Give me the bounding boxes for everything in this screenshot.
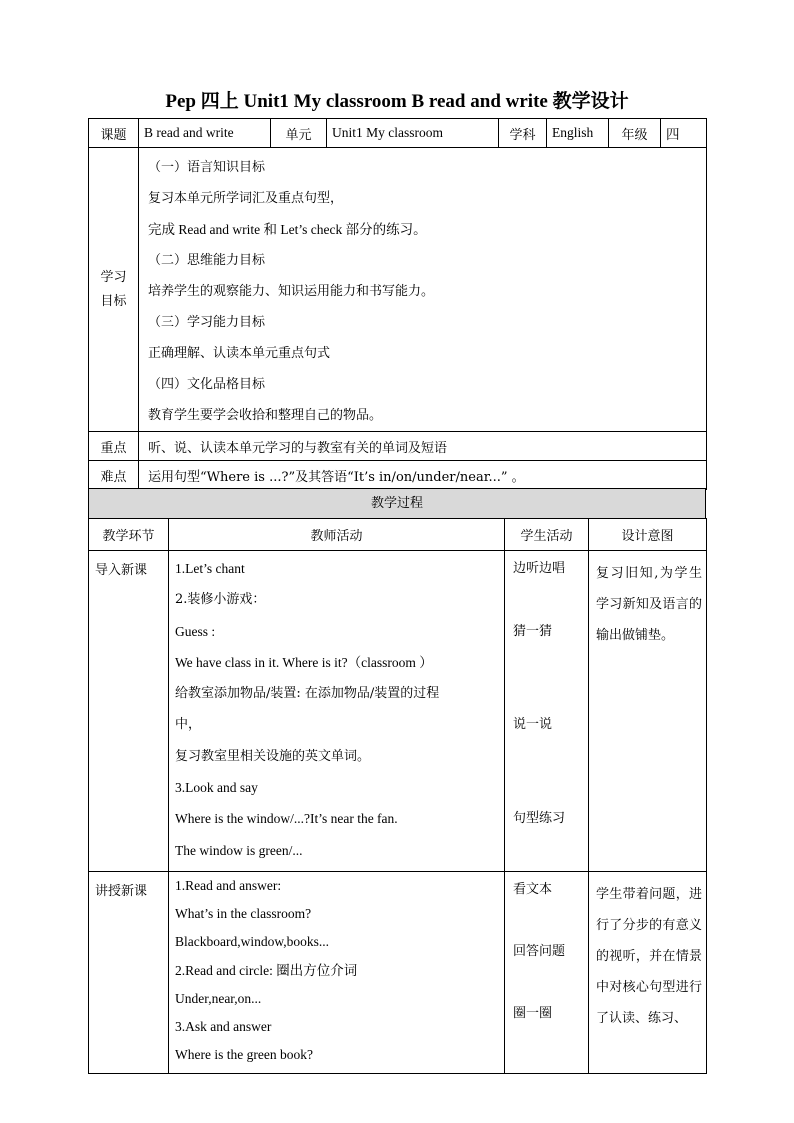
stage-cell: 讲授新课 bbox=[89, 872, 169, 1074]
student-line: 看文本 bbox=[513, 882, 553, 897]
teacher-line: 2.Read and circle: 圈出方位介词 bbox=[175, 962, 358, 978]
student-activity-cell bbox=[505, 551, 589, 872]
student-line bbox=[505, 967, 588, 998]
teacher-line: What’s in the classroom? bbox=[175, 906, 312, 922]
page-title: Pep 四上 Unit1 My classroom B read and write 教学设计 bbox=[165, 91, 629, 112]
info-table bbox=[88, 118, 707, 490]
student-line bbox=[505, 647, 588, 678]
teacher-line: 给教室添加物品/装置: 在添加物品/装置的过程 bbox=[175, 686, 440, 702]
student-activity-cell bbox=[505, 872, 589, 1074]
teacher-line: 3.Ask and answer bbox=[175, 1018, 272, 1034]
goal-line: 完成 Read and write 和 Let’s check 部分的练习。 bbox=[148, 222, 427, 237]
teacher-line: 3.Look and say bbox=[175, 780, 258, 796]
teacher-line: We have class in it. Where is it?（classroom ） bbox=[175, 654, 433, 670]
unit-value: Unit1 My classroom bbox=[327, 119, 499, 148]
goals-cell bbox=[139, 148, 707, 432]
student-line bbox=[505, 1029, 588, 1060]
teacher-line: 复习教室里相关设施的英文单词。 bbox=[175, 748, 371, 764]
key-value: 听、说、认读本单元学习的与教室有关的单词及短语 bbox=[139, 432, 707, 461]
goal-line: （一）语言知识目标 bbox=[148, 160, 266, 175]
teacher-line: 2.装修小游戏： bbox=[175, 592, 266, 608]
col-intent-header: 设计意图 bbox=[589, 519, 707, 551]
topic-label: 课题 bbox=[89, 119, 139, 148]
subject-label: 学科 bbox=[499, 119, 547, 148]
teacher-line: 1.Read and answer: bbox=[175, 878, 282, 893]
grade-label: 年级 bbox=[609, 119, 661, 148]
student-line: 圈一圈 bbox=[513, 1006, 553, 1021]
process-heading: 教学过程 bbox=[88, 488, 706, 519]
student-line: 说一说 bbox=[513, 717, 553, 733]
goals-label-line-1: 学习 bbox=[100, 269, 127, 285]
teacher-line: Guess : bbox=[175, 623, 216, 639]
teacher-activity-cell bbox=[169, 551, 505, 872]
grade-value: 四 bbox=[661, 119, 707, 148]
goal-line: 教育学生要学会收拾和整理自己的物品。 bbox=[148, 408, 383, 423]
teacher-line: 中， bbox=[175, 717, 202, 733]
goals-label-line-2: 目标 bbox=[100, 293, 127, 309]
goals-label bbox=[89, 148, 139, 432]
design-intent-cell: 学生带着问题，进行了分步的有意义的视听，并在情景中对核心句型进行了认读、练习、 bbox=[589, 872, 707, 1074]
teacher-line: 1.Let’s chant bbox=[175, 561, 245, 576]
teacher-line: Under,near,on... bbox=[175, 990, 262, 1006]
student-line: 边听边唱 bbox=[513, 561, 566, 576]
teacher-activity-cell bbox=[169, 872, 505, 1074]
goal-line: （三）学习能力目标 bbox=[148, 315, 266, 330]
goal-line: （四）文化品格目标 bbox=[148, 377, 266, 392]
student-line bbox=[505, 584, 588, 615]
unit-label: 单元 bbox=[271, 119, 327, 148]
teacher-line: Blackboard,window,books... bbox=[175, 934, 329, 950]
goal-line: （二）思维能力目标 bbox=[148, 253, 266, 268]
col-teacher-header: 教师活动 bbox=[169, 519, 505, 551]
subject-value: English bbox=[547, 119, 609, 148]
difficulty-value: 运用句型“Where is ...?”及其答语“It’s in/on/under/near...” 。 bbox=[139, 461, 707, 490]
teacher-line: Where is the green book? bbox=[175, 1047, 313, 1063]
student-line: 句型练习 bbox=[513, 811, 566, 827]
topic-value: B read and write bbox=[139, 119, 271, 148]
stage-cell: 导入新课 bbox=[89, 551, 169, 872]
student-line bbox=[505, 678, 588, 709]
teacher-line: Where is the window/...?It’s near the fan. bbox=[175, 811, 398, 827]
student-line: 猜一猜 bbox=[513, 623, 553, 639]
student-line bbox=[505, 741, 588, 772]
process-table bbox=[88, 518, 707, 1074]
key-label: 重点 bbox=[89, 432, 139, 461]
student-line: 回答问题 bbox=[513, 944, 566, 959]
col-stage-header: 教学环节 bbox=[89, 519, 169, 551]
student-line bbox=[505, 835, 588, 866]
teacher-line: The window is green/... bbox=[175, 842, 303, 858]
goal-line: 复习本单元所学词汇及重点句型， bbox=[148, 191, 344, 206]
student-line bbox=[505, 772, 588, 803]
student-line bbox=[505, 905, 588, 936]
goal-line: 培养学生的观察能力、知识运用能力和书写能力。 bbox=[148, 284, 435, 299]
difficulty-label: 难点 bbox=[89, 461, 139, 490]
design-intent-cell: 复习旧知,为学生学习新知及语言的输出做铺垫。 bbox=[589, 551, 707, 872]
col-student-header: 学生活动 bbox=[505, 519, 589, 551]
goal-line: 正确理解、认读本单元重点句式 bbox=[148, 346, 331, 361]
